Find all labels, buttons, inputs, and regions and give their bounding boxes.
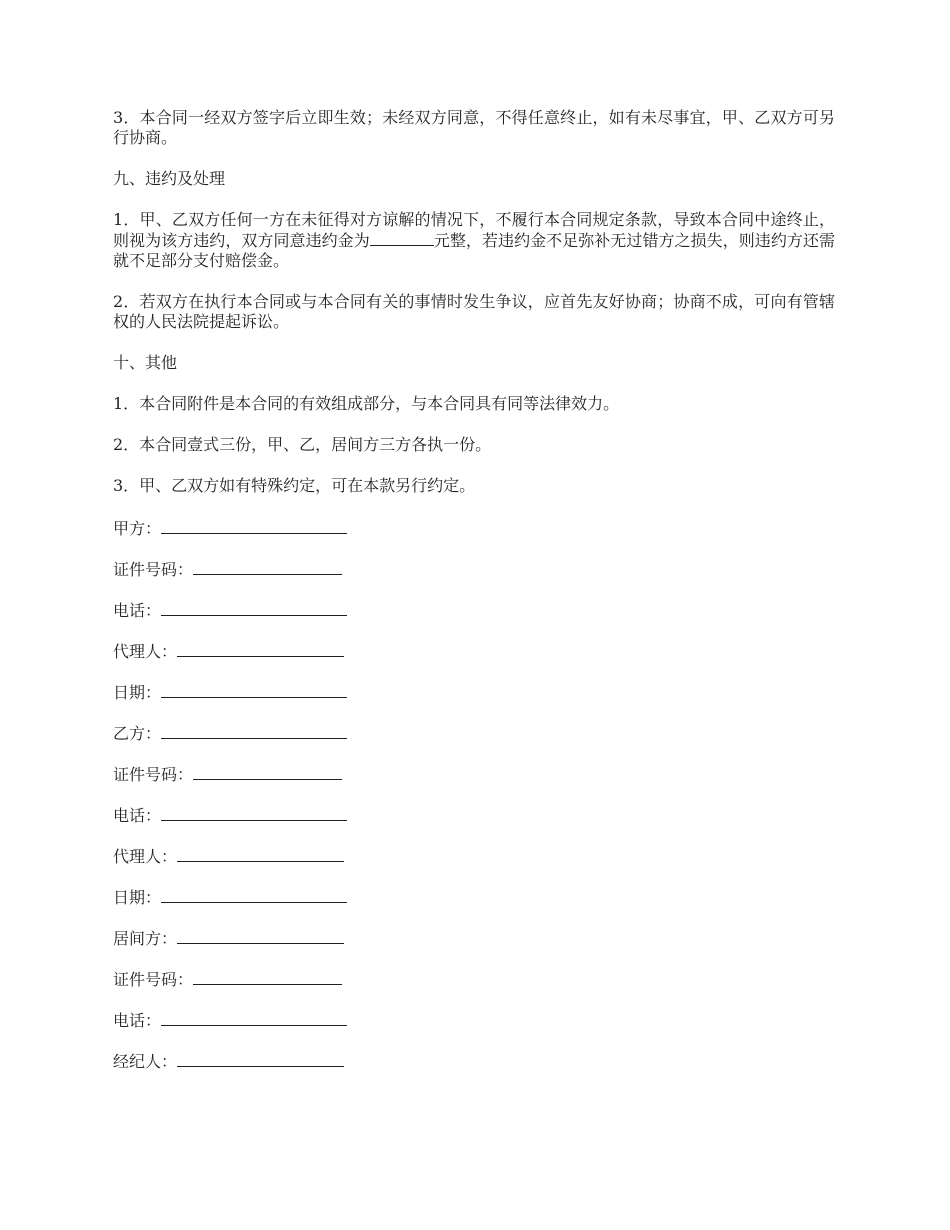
party-a-agent-row xyxy=(113,640,835,660)
broker-id-label: 证件号码： xyxy=(113,970,194,989)
party-a-name-label: 甲方： xyxy=(113,519,162,538)
party-b-phone-label: 电话： xyxy=(113,806,162,825)
party-b-name-label: 乙方： xyxy=(113,724,162,743)
party-a-name-line xyxy=(161,517,347,534)
party-b-phone-line xyxy=(161,804,347,821)
broker-agent-line xyxy=(177,1050,344,1067)
clause9-item1-text-before: 1．甲、乙双方任何一方在未征得对方谅解的情况下，不履行本合同规定条款，导致本合同中途终止，则视为该方违约，双方同意违约金为 xyxy=(113,210,835,250)
party-a-id-row xyxy=(113,558,835,578)
party-a-agent-label: 代理人： xyxy=(113,642,178,661)
broker-name-row xyxy=(113,927,835,947)
clause10-item1: 1．本合同附件是本合同的有效组成部分，与本合同具有同等法律效力。 xyxy=(113,394,620,413)
party-b-date-line xyxy=(161,886,347,903)
clause9-title: 九、违约及处理 xyxy=(113,169,226,188)
broker-phone-label: 电话： xyxy=(113,1011,162,1030)
contract-page xyxy=(113,108,835,1091)
party-b-date-row xyxy=(113,886,835,906)
clause10-title: 十、其他 xyxy=(113,353,178,372)
clause9-item1 xyxy=(113,210,835,271)
party-b-id-row xyxy=(113,763,835,783)
party-b-id-label: 证件号码： xyxy=(113,765,194,784)
broker-id-line xyxy=(193,968,342,985)
party-a-phone-label: 电话： xyxy=(113,601,162,620)
party-b-name-line xyxy=(161,722,347,739)
party-a-date-label: 日期： xyxy=(113,683,162,702)
party-a-id-label: 证件号码： xyxy=(113,560,194,579)
clause10-item2: 2．本合同壹式三份，甲、乙，居间方三方各执一份。 xyxy=(113,435,492,454)
party-b-agent-row xyxy=(113,845,835,865)
penalty-amount-blank xyxy=(370,230,434,246)
party-b-agent-line xyxy=(177,845,344,862)
broker-name-label: 居间方： xyxy=(113,929,178,948)
party-a-name-row xyxy=(113,517,835,537)
party-a-agent-line xyxy=(177,640,344,657)
party-b-date-label: 日期： xyxy=(113,888,162,907)
broker-phone-row xyxy=(113,1009,835,1029)
party-b-id-line xyxy=(193,763,342,780)
broker-phone-line xyxy=(161,1009,347,1026)
party-b-phone-row xyxy=(113,804,835,824)
party-b-name-row xyxy=(113,722,835,742)
party-a-id-line xyxy=(193,558,342,575)
clause9-item2: 2．若双方在执行本合同或与本合同有关的事情时发生争议，应首先友好协商；协商不成，可向有管辖权的人民法院提起诉讼。 xyxy=(113,292,835,331)
clause9-item1-text-after: 元整，若违约金不足弥补无过错方之损失，则违约方还需就不足部分支付赔偿金。 xyxy=(113,231,835,270)
party-a-phone-row xyxy=(113,599,835,619)
broker-name-line xyxy=(177,927,344,944)
clause8-item3: 3．本合同一经双方签字后立即生效；未经双方同意，不得任意终止，如有未尽事宜，甲、乙双方可另行协商。 xyxy=(113,108,835,147)
party-b-agent-label: 代理人： xyxy=(113,847,178,866)
broker-id-row xyxy=(113,968,835,988)
party-a-date-row xyxy=(113,681,835,701)
party-a-phone-line xyxy=(161,599,347,616)
broker-agent-label: 经纪人： xyxy=(113,1052,178,1071)
clause10-item3: 3．甲、乙双方如有特殊约定，可在本款另行约定。 xyxy=(113,476,476,495)
party-a-date-line xyxy=(161,681,347,698)
broker-agent-row xyxy=(113,1050,835,1070)
